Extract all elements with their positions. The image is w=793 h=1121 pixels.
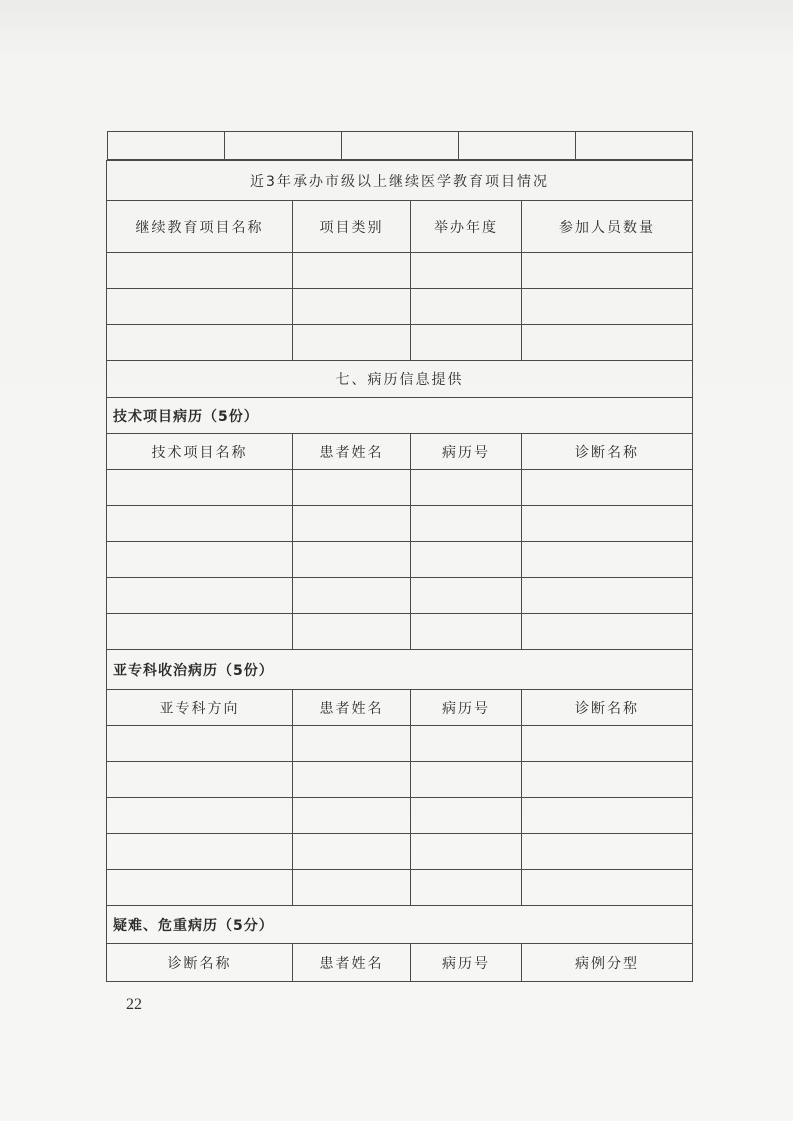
table-cell[interactable] (522, 506, 693, 542)
table-row (107, 131, 693, 161)
header-row (107, 201, 693, 253)
table-cell[interactable] (522, 870, 693, 906)
column-header: 患者姓名 (293, 944, 411, 982)
column-header: 患者姓名 (293, 434, 411, 470)
table-cell[interactable] (411, 614, 522, 650)
column-header: 诊断名称 (522, 690, 693, 726)
column-header: 继续教育项目名称 (107, 201, 293, 253)
table-cell[interactable] (293, 798, 411, 834)
table-cell[interactable] (522, 542, 693, 578)
table-cell[interactable] (411, 578, 522, 614)
table-cell[interactable] (293, 578, 411, 614)
table-cell[interactable] (107, 870, 293, 906)
table-cell[interactable] (522, 834, 693, 870)
column-header: 病例分型 (522, 944, 693, 982)
table-cell[interactable] (293, 289, 411, 325)
continuing-education-title: 近3年承办市级以上继续医学教育项目情况 (107, 161, 693, 201)
table-cell[interactable] (411, 542, 522, 578)
column-header: 诊断名称 (522, 434, 693, 470)
table-cell[interactable] (522, 614, 693, 650)
table-row (107, 470, 693, 506)
table-cell[interactable] (293, 506, 411, 542)
continuation-row (107, 131, 693, 160)
table-cell[interactable] (293, 542, 411, 578)
medical-records-title: 七、病历信息提供 (107, 361, 693, 398)
subsection-label-row (107, 398, 693, 434)
column-header: 病历号 (411, 944, 522, 982)
table-cell[interactable] (107, 578, 293, 614)
header-row (107, 690, 693, 726)
column-header: 技术项目名称 (107, 434, 293, 470)
column-header: 举办年度 (411, 201, 522, 253)
table-cell[interactable] (522, 762, 693, 798)
column-header: 病历号 (411, 690, 522, 726)
table-cell[interactable] (522, 798, 693, 834)
table-cell[interactable] (411, 834, 522, 870)
section-title-row (107, 361, 693, 398)
column-header: 项目类别 (293, 201, 411, 253)
subsection-label-row (107, 906, 693, 944)
table-cell[interactable] (411, 762, 522, 798)
table-cell[interactable] (293, 726, 411, 762)
table-cell[interactable] (411, 726, 522, 762)
table-row (107, 325, 693, 361)
table-row (107, 253, 693, 289)
column-header: 病历号 (411, 434, 522, 470)
technical-records-label: 技术项目病历（5份） (107, 398, 693, 434)
table-cell[interactable] (411, 870, 522, 906)
page-number: 22 (126, 996, 142, 1013)
table-row (107, 762, 693, 798)
table-cell[interactable] (107, 542, 293, 578)
table-cell[interactable] (224, 132, 341, 160)
table-cell[interactable] (522, 470, 693, 506)
table-row (107, 506, 693, 542)
table-cell[interactable] (522, 289, 693, 325)
table-cell[interactable] (107, 798, 293, 834)
table-row (107, 798, 693, 834)
table-cell[interactable] (341, 132, 458, 160)
table-row (107, 578, 693, 614)
table-cell[interactable] (293, 470, 411, 506)
table-cell[interactable] (293, 325, 411, 361)
table-cell[interactable] (522, 726, 693, 762)
table-cell[interactable] (411, 470, 522, 506)
header-row (107, 434, 693, 470)
table-cell[interactable] (107, 132, 224, 160)
table-cell[interactable] (522, 325, 693, 361)
column-header: 诊断名称 (107, 944, 293, 982)
table-cell[interactable] (411, 506, 522, 542)
table-cell[interactable] (107, 834, 293, 870)
column-header: 亚专科方向 (107, 690, 293, 726)
subsection-label-row (107, 650, 693, 690)
table-cell[interactable] (107, 253, 293, 289)
table-cell[interactable] (575, 132, 692, 160)
table-cell[interactable] (411, 289, 522, 325)
table-cell[interactable] (107, 762, 293, 798)
table-cell[interactable] (411, 325, 522, 361)
column-header: 参加人员数量 (522, 201, 693, 253)
table-row (107, 870, 693, 906)
table-cell[interactable] (293, 834, 411, 870)
table-cell[interactable] (107, 726, 293, 762)
application-form-table (106, 131, 693, 982)
table-row (107, 614, 693, 650)
table-cell[interactable] (107, 614, 293, 650)
section-title-row (107, 161, 693, 201)
table-cell[interactable] (107, 325, 293, 361)
table-row (107, 289, 693, 325)
table-cell[interactable] (458, 132, 575, 160)
table-row (107, 726, 693, 762)
table-cell[interactable] (293, 870, 411, 906)
table-cell[interactable] (107, 506, 293, 542)
subspecialty-records-label: 亚专科收治病历（5份） (107, 650, 693, 690)
table-cell[interactable] (293, 762, 411, 798)
header-row (107, 944, 693, 982)
table-cell[interactable] (522, 578, 693, 614)
table-row (107, 542, 693, 578)
table-cell[interactable] (522, 253, 693, 289)
table-cell[interactable] (107, 470, 293, 506)
table-cell[interactable] (293, 614, 411, 650)
table-cell[interactable] (107, 289, 293, 325)
table-cell[interactable] (293, 253, 411, 289)
table-cell[interactable] (411, 798, 522, 834)
table-cell[interactable] (411, 253, 522, 289)
table-row (107, 834, 693, 870)
critical-records-label: 疑难、危重病历（5分） (107, 906, 693, 944)
column-header: 患者姓名 (293, 690, 411, 726)
